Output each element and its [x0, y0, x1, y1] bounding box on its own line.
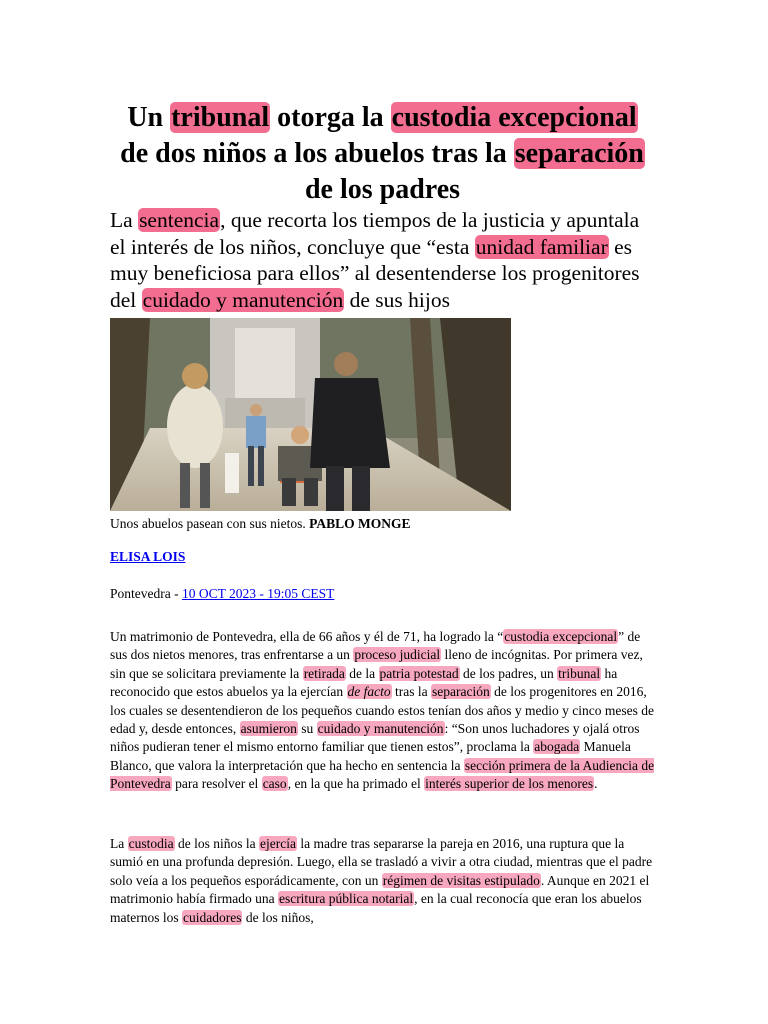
highlight: tribunal — [171, 102, 270, 133]
highlight: cuidado y manutención — [317, 721, 444, 737]
highlight: sentencia — [139, 208, 220, 232]
highlight: abogada — [534, 739, 580, 755]
highlight: ejercía — [260, 836, 296, 851]
photo-illustration — [110, 318, 511, 511]
highlight: tribunal — [558, 665, 601, 681]
highlight: interés superior de los menores — [425, 776, 594, 792]
body-paragraph-2: La custodia de los niños la ejercía la madre tras separarse la pareja en 2016, una ruptura que la sumió en una profunda depresión. Luego, ella se trasladó a vivir a otra ciudad, mientras que el padre solo veía a los pequeños esporádicamente, con un régimen de visitas estipulado. Aunque en 2021 el matrimonio había firmado una escritura pública notarial, en la cual reconocía que eran los abuelos maternos los cuidadores de los niños, — [110, 836, 653, 925]
highlight: separación — [432, 684, 490, 700]
highlight: régimen de visitas estipulado — [382, 872, 540, 888]
highlight: custodia excepcional — [504, 629, 618, 644]
body-paragraph-1: Un matrimonio de Pontevedra, ella de 66 años y él de 71, ha logrado la “custodia excepcional” de sus dos nietos menores, tras enfrentarse a un proceso judicial lleno de incógnitas. Por primera vez, sin que se solicitara previamente la retirada de la patria potestad de los padres, un tribunal ha reconocido que estos abuelos ya la ejercían de facto tras la separación de los progenitores en 2016, los cuales se desentendieron de los pequeños cuando estos tenían dos años y medio y cinco meses de edad y, desde entonces, asumieron su cuidado y manutención: “Son unos luchadores y ojalá otros niños pudieran tener el mismo entorno familiar que tienen estos”, proclama la abogada Manuela Blanco, que valora la interpretación que ha hecho en sentencia la sección primera de la Audiencia de Pontevedra para resolver el caso, en la que ha primado el interés superior de los menores. — [110, 629, 655, 792]
highlight: custodia excepcional — [391, 102, 637, 133]
dateline: Pontevedra - 10 OCT 2023 - 19:05 CEST — [110, 586, 335, 601]
highlight: custodia — [128, 836, 174, 851]
headline: Un tribunal otorga la custodia excepcional de dos niños a los abuelos tras la separación de los padres — [120, 102, 644, 205]
highlight: de facto — [347, 684, 391, 700]
date-link[interactable]: 10 OCT 2023 - 19:05 CEST — [181, 586, 335, 601]
subheadline: La sentencia, que recorta los tiempos de la justicia y apuntala el interés de los niños, concluye que “esta unidad familiar es muy beneficiosa para ellos” al desentenderse los progenitores del cuidado y manutención de sus hijos — [110, 208, 640, 312]
highlight: retirada — [303, 665, 345, 681]
highlight: cuidadores — [183, 909, 242, 925]
highlight: patria potestad — [379, 665, 459, 681]
highlight: asumieron — [240, 721, 297, 737]
highlight: unidad familiar — [475, 234, 608, 259]
highlight: sección primera de la Audiencia de Pontevedra — [110, 757, 655, 792]
highlight: cuidado y manutención — [142, 287, 344, 312]
author-byline — [110, 549, 185, 565]
photo-credit: PABLO MONGE — [309, 516, 411, 531]
photo-caption: Unos abuelos pasean con sus nietos. PABLO MONGE — [110, 516, 411, 531]
highlight: proceso judicial — [354, 647, 441, 663]
highlight: escritura pública notarial — [278, 891, 414, 907]
highlight: caso — [262, 776, 287, 792]
highlight: separación — [514, 138, 644, 169]
article-photo — [110, 318, 511, 511]
author-link[interactable]: ELISA LOIS — [110, 549, 186, 564]
